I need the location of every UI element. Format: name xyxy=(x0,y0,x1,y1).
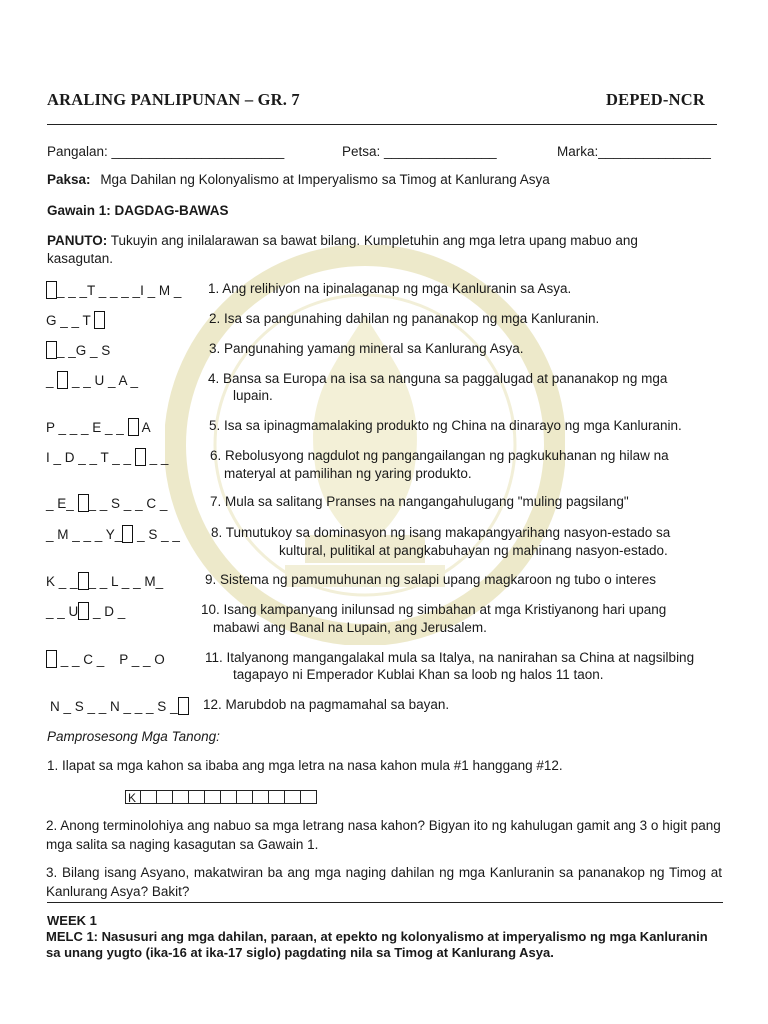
clue-11: 11. Italyanong mangangalakal mula sa Italya, na nanirahan sa China at nagsilbing xyxy=(205,650,695,665)
puzzle-7: _ E_ _ _ S _ _ C _ xyxy=(46,496,168,511)
answer-box[interactable] xyxy=(178,697,189,715)
instructions-text: Tukuyin ang inilalarawan sa bawat bilang. Kumpletuhin ang mga letra upang mabuo ang xyxy=(110,233,638,248)
puzzle-9: K _ _ _ _ L _ _ M_ xyxy=(46,574,164,589)
clue-4: 4. Bansa sa Europa na isa sa nanguna sa paggalugad at pananakop ng mga xyxy=(208,371,668,386)
score-field[interactable]: Marka:_______________ xyxy=(557,144,711,159)
letter-box[interactable] xyxy=(253,790,269,804)
answer-box[interactable] xyxy=(46,281,57,299)
puzzle-6: I _ D _ _ T _ _ _ _ xyxy=(46,450,169,465)
letter-box[interactable] xyxy=(237,790,253,804)
puzzle-10: _ _ U _ D _ xyxy=(46,604,126,619)
letter-box[interactable] xyxy=(173,790,189,804)
puzzle-3: _ _G _ S xyxy=(46,341,110,359)
answer-box[interactable] xyxy=(78,572,89,590)
answer-box[interactable] xyxy=(94,311,105,329)
activity-title: Gawain 1: DAGDAG-BAWAS xyxy=(47,203,229,218)
puzzle-11: _ _ C _ P _ _ O xyxy=(46,650,165,668)
letter-box[interactable] xyxy=(269,790,285,804)
clue-2: 2. Isa sa pangunahing dahilan ng pananakop ng mga Kanluranin. xyxy=(209,311,600,326)
letter-box[interactable] xyxy=(157,790,173,804)
clue-10-cont: mabawi ang Banal na Lupain, ang Jerusalem. xyxy=(213,620,487,635)
letter-box[interactable] xyxy=(221,790,237,804)
subject-heading: ARALING PANLIPUNAN – GR. 7 xyxy=(47,90,300,109)
answer-box[interactable] xyxy=(46,650,57,668)
clue-6: 6. Rebolusyong nagdulot ng pangangailangan ng pagkukuhanan ng hilaw na xyxy=(210,448,669,463)
instructions-line-1 xyxy=(47,233,638,248)
letter-boxes-row xyxy=(125,790,317,804)
answer-box[interactable] xyxy=(128,418,139,436)
puzzle-5: P _ _ _ E _ _ A xyxy=(46,420,151,435)
answer-box[interactable] xyxy=(57,371,68,389)
date-field[interactable]: Petsa: _______________ xyxy=(342,144,497,159)
division-heading: DEPED-NCR xyxy=(606,90,705,109)
clue-7: 7. Mula sa salitang Pranses na nangangahulugang "muling pagsilang" xyxy=(210,494,629,509)
melc-text: MELC 1: Nasusuri ang mga dahilan, paraan, at epekto ng kolonyalismo at imperyalismo ng mga Kanluranin sa unang yugto (ika-16 at ika-17 siglo) pagdating nila sa Timog at Kanlurang Asya. xyxy=(46,929,708,960)
week-label: WEEK 1 xyxy=(47,913,97,928)
clue-8-cont: kultural, pulitikal at pangkabuhayan ng mahinang nasyon-estado. xyxy=(279,543,668,558)
clue-6-cont: materyal at pamilihan ng yaring produkto. xyxy=(224,466,472,481)
letter-box[interactable] xyxy=(205,790,221,804)
question-2: 2. Anong terminolohiya ang nabuo sa mga letrang nasa kahon? Bigyan ito ng kahulugan gamit ang 3 o higit pang mga salita sa naging kasagutan sa Gawain 1. xyxy=(46,818,721,852)
puzzle-12: N _ S _ _ N _ _ _ S _ xyxy=(50,697,189,715)
clue-5: 5. Isa sa ipinagmamalaking produkto ng China na dinarayo ng mga Kanluranin. xyxy=(209,418,682,433)
topic-line xyxy=(47,172,550,187)
clue-3: 3. Pangunahing yamang mineral sa Kanlurang Asya. xyxy=(209,341,524,356)
question-3: 3. Bilang isang Asyano, makatwiran ba ang mga naging dahilan ng mga Kanluranin sa pananakop ng Timog at Kanlurang Asya? Bakit? xyxy=(46,865,722,899)
answer-box[interactable] xyxy=(78,494,89,512)
answer-box[interactable] xyxy=(122,525,133,543)
clue-8: 8. Tumutukoy sa dominasyon ng isang makapangyarihang nasyon-estado sa xyxy=(211,525,671,540)
puzzle-2: G _ _ T xyxy=(46,311,105,329)
puzzle-1: _ _ _T _ _ _ _I _ M _ xyxy=(46,281,181,299)
puzzle-8: _ M _ _ _ Y_ _ S _ _ xyxy=(46,527,180,542)
name-field[interactable]: Pangalan: _______________________ xyxy=(47,144,285,159)
answer-box[interactable] xyxy=(46,341,57,359)
instructions-label: PANUTO: xyxy=(47,233,108,248)
processing-title: Pamprosesong Mga Tanong: xyxy=(47,729,220,744)
clue-11-cont: tagapayo ni Emperador Kublai Khan sa loob ng halos 11 taon. xyxy=(233,667,604,682)
topic-text: Mga Dahilan ng Kolonyalismo at Imperyalismo sa Timog at Kanlurang Asya xyxy=(100,172,550,187)
clue-10: 10. Isang kampanyang inilunsad ng simbahan at mga Kristiyanong hari upang xyxy=(201,602,667,617)
clue-1: 1. Ang relihiyon na ipinalaganap ng mga Kanluranin sa Asya. xyxy=(208,281,572,296)
letter-box[interactable] xyxy=(285,790,301,804)
answer-box[interactable] xyxy=(135,448,146,466)
instructions-line-2: kasagutan. xyxy=(47,251,114,266)
letter-box[interactable] xyxy=(301,790,317,804)
clue-4-cont: lupain. xyxy=(233,388,273,403)
question-1: 1. Ilapat sa mga kahon sa ibaba ang mga letra na nasa kahon mula #1 hanggang #12. xyxy=(47,758,563,773)
answer-box[interactable] xyxy=(78,602,89,620)
letter-box[interactable] xyxy=(141,790,157,804)
header-rule xyxy=(47,124,717,125)
topic-label: Paksa: xyxy=(47,172,91,187)
letter-box[interactable]: K xyxy=(125,790,141,804)
clue-12: 12. Marubdob na pagmamahal sa bayan. xyxy=(203,697,450,712)
puzzle-4: _ _ _ U _ A _ xyxy=(46,373,139,388)
letter-box[interactable] xyxy=(189,790,205,804)
footer-rule xyxy=(47,902,723,903)
clue-9: 9. Sistema ng pamumuhunan ng salapi upang magkaroon ng tubo o interes xyxy=(205,572,657,587)
